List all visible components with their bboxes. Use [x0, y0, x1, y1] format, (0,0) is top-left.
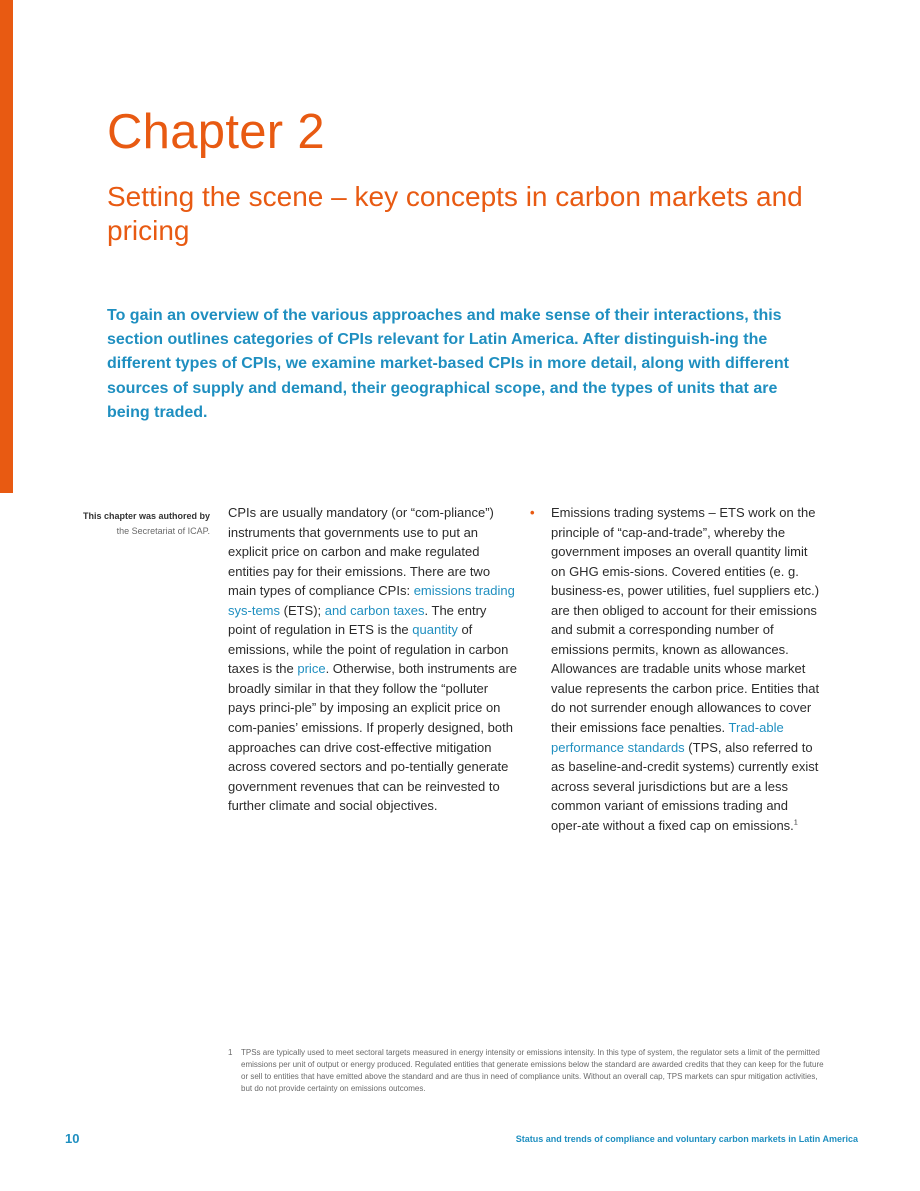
author-note-line-1: This chapter was authored by: [82, 511, 210, 521]
left-text-2: (ETS);: [280, 602, 325, 618]
running-footer-title: Status and trends of compliance and voluntary carbon markets in Latin America: [515, 1134, 858, 1144]
right-column-text: [530, 503, 820, 835]
glossary-link-tps[interactable]: Trad-able performance standards: [551, 720, 784, 755]
glossary-link-price[interactable]: price: [297, 661, 326, 677]
right-text-1: Emissions trading systems – ETS work on the principle of “cap-and-trade”, whereby the government imposes an overall quantity limit on GHG emis-sions. Covered entities (e. g. business-es, power utilities, fuel suppliers etc.) are then obliged to account for their emissions and submit a corresponding number of emissions permits, known as allowances. Allowances are tradable units whose market value represents the carbon price. Entities that do not surrender enough allowances to cover their emissions face penalties.: [551, 505, 820, 736]
left-text-3: . The entry point of regulation in ETS is the: [228, 602, 487, 638]
footnote-text: TPSs are typically used to meet sectoral targets measured in energy intensity or emissions intensity. In this type of system, the regulator sets a limit of the permitted emissions per unit of output or energy produced. Regulated entities that generate emissions below the standard are awarded credits that they can keep for the future or sell to entities that have emitted above the standard and are thus in need of compliance units. Without an overall cap, TPS markets can spur mitigation activities, but do not provide certainty on emissions outcomes.: [241, 1048, 824, 1093]
footnote-reference[interactable]: 1: [793, 819, 798, 827]
left-column-text: [228, 503, 518, 816]
author-note: [40, 509, 210, 539]
lead-paragraph: To gain an overview of the various approaches and make sense of their interactions, this section outlines categories of CPIs relevant for Latin America. After distinguish-ing the different types of CPIs, we examine market-based CPIs in more detail, along with different sources of supply and demand, their geographical scope, and the types of units that are being traded.: [107, 307, 789, 421]
bullet-marker: •: [530, 505, 535, 520]
glossary-link-ets[interactable]: emissions trading sys-tems: [228, 583, 515, 618]
left-text-5: . Otherwise, both instruments are broadly similar in that they follow the “polluter pays princi-ple” by imposing an explicit price on com-panies’ emissions. If properly designed, both approaches can drive cost-effective mitigation across covered sectors and po-tentially generate government revenues that can be reinvested to further climate and social objectives.: [228, 661, 518, 814]
page-number: 10: [65, 1131, 80, 1146]
chapter-subtitle: Setting the scene – key concepts in carbon markets and pricing: [107, 181, 803, 246]
left-text-4: of emissions, while the point of regulation in carbon taxes is the: [228, 622, 509, 677]
author-note-line-2: the Secretariat of ICAP.: [116, 526, 210, 536]
footnote-number: 1: [228, 1048, 233, 1057]
right-text-2: (TPS, also referred to as baseline-and-credit systems) currently exist across several jurisdictions but are a less common variant of emissions trading and oper-ate without a fixed cap on emissions.: [551, 739, 819, 833]
right-column-bullet: [530, 503, 820, 835]
chapter-accent-bar: [0, 0, 13, 493]
chapter-title: Chapter 2: [107, 105, 325, 159]
glossary-link-quantity[interactable]: quantity: [412, 622, 458, 638]
glossary-link-carbon-taxes[interactable]: and carbon taxes: [324, 602, 425, 618]
left-text-1: CPIs are usually mandatory (or “com-pliance”) instruments that governments use to put an explicit price on carbon and make regulated entities pay for their emissions. There are two main types of compliance CPIs:: [228, 505, 494, 599]
footnote: [228, 1047, 828, 1095]
